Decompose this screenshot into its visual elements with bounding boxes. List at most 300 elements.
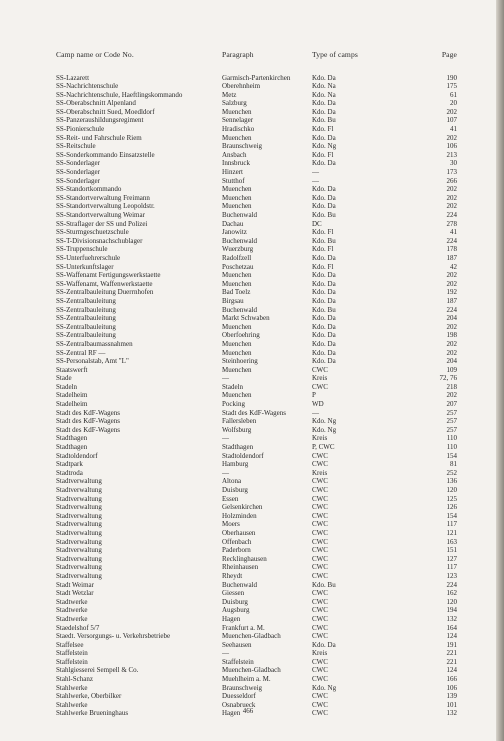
camp-name-cell: SS-Lazarett: [56, 73, 90, 82]
table-row: [0, 512, 496, 521]
type-cell: Kdo. Da: [312, 107, 336, 116]
table-row: [0, 177, 496, 186]
camp-name-cell: Stahlwerke, Oberbilker: [56, 692, 122, 701]
paragraph-cell: Muenchen: [222, 193, 252, 202]
paragraph-cell: Seehausen: [222, 640, 252, 649]
paragraph-cell: Buchenwald: [222, 580, 257, 589]
paragraph-cell: —: [222, 374, 229, 383]
camp-name-cell: SS-Zentral RF —: [56, 348, 106, 357]
page-cell: 126: [446, 503, 457, 512]
page-cell: 109: [446, 365, 457, 374]
camp-name-cell: SS-Standortverwaltung Freimann: [56, 193, 150, 202]
paragraph-cell: Holzminden: [222, 511, 257, 520]
page-cell: 198: [446, 331, 457, 340]
paragraph-cell: Radolfzell: [222, 253, 252, 262]
table-row: [0, 606, 496, 615]
type-cell: —: [312, 176, 319, 185]
table-row: [0, 503, 496, 512]
page-cell: 124: [446, 632, 457, 641]
table-row: [0, 211, 496, 220]
paragraph-cell: Duesseldorf: [222, 692, 256, 701]
page-cell: 224: [446, 305, 457, 314]
type-cell: P, CWC: [312, 443, 335, 452]
table-row: [0, 116, 496, 125]
table-row: [0, 254, 496, 263]
type-cell: Kdo. Da: [312, 314, 336, 323]
camp-name-cell: Stahlwerke: [56, 683, 88, 692]
page-cell: 224: [446, 236, 457, 245]
page-cell: 110: [446, 434, 457, 443]
header-paragraph: Paragraph: [222, 50, 254, 59]
paragraph-cell: Oberfoehring: [222, 331, 260, 340]
table-row: [0, 263, 496, 272]
page-cell: 123: [446, 571, 457, 580]
type-cell: Kdo. Da: [312, 279, 336, 288]
camp-name-cell: Stadthagen: [56, 434, 88, 443]
page-cell: 125: [446, 494, 457, 503]
paragraph-cell: Muehlheim a. M.: [222, 675, 271, 684]
type-cell: CWC: [312, 546, 328, 555]
camp-name-cell: Stadtverwaltung: [56, 571, 102, 580]
table-row: [0, 658, 496, 667]
type-cell: Kdo. Fl: [312, 150, 334, 159]
paragraph-cell: Muenchen-Gladbach: [222, 632, 281, 641]
page-cell: 30: [450, 159, 457, 168]
page-cell: 213: [446, 150, 457, 159]
page-cell: 192: [446, 288, 457, 297]
type-cell: CWC: [312, 700, 328, 709]
page-cell: 202: [446, 133, 457, 142]
type-cell: Kdo. Bu: [312, 116, 336, 125]
page-cell: 202: [446, 322, 457, 331]
type-cell: CWC: [312, 537, 328, 546]
camp-name-cell: SS-Waffenamt Fertigungswerkstaette: [56, 271, 161, 280]
page-cell: 41: [450, 125, 457, 134]
page-cell: 278: [446, 219, 457, 228]
type-cell: CWC: [312, 451, 328, 460]
type-cell: CWC: [312, 511, 328, 520]
type-cell: Kdo. Da: [312, 357, 336, 366]
paragraph-cell: Fallersleben: [222, 417, 257, 426]
camp-name-cell: SS-Nachrichtenschule: [56, 82, 119, 91]
type-cell: Kdo. Da: [312, 640, 336, 649]
type-cell: Kdo. Da: [312, 202, 336, 211]
page-cell: 121: [446, 528, 457, 537]
page-cell: 202: [446, 348, 457, 357]
type-cell: Kdo. Ng: [312, 425, 337, 434]
paragraph-cell: Innsbruck: [222, 159, 250, 168]
camp-name-cell: Stadelheim: [56, 391, 88, 400]
page-number: 466: [242, 707, 254, 715]
page-cell: 61: [450, 90, 457, 99]
table-row: [0, 323, 496, 332]
index-table: [0, 74, 496, 719]
camp-name-cell: Stadt des KdF-Wagens: [56, 417, 120, 426]
type-cell: CWC: [312, 589, 328, 598]
page-cell: 117: [446, 520, 457, 529]
type-cell: Kdo. Da: [312, 99, 336, 108]
type-cell: CWC: [312, 563, 328, 572]
page-cell: 117: [446, 563, 457, 572]
paragraph-cell: —: [222, 468, 229, 477]
table-row: [0, 581, 496, 590]
page-cell: 221: [446, 649, 457, 658]
type-cell: CWC: [312, 657, 328, 666]
type-cell: —: [312, 168, 319, 177]
table-row: [0, 159, 496, 168]
table-row: [0, 632, 496, 641]
type-cell: CWC: [312, 503, 328, 512]
table-row: [0, 82, 496, 91]
camp-name-cell: SS-Nachrichtenschule, Haeftlingskommando: [56, 90, 183, 99]
paragraph-cell: Metz: [222, 90, 237, 99]
page-cell: 106: [446, 142, 457, 151]
camp-name-cell: SS-Truppenschule: [56, 245, 108, 254]
page-cell: 173: [446, 168, 457, 177]
type-cell: CWC: [312, 494, 328, 503]
paragraph-cell: Wuerzburg: [222, 245, 254, 254]
type-cell: P: [312, 391, 316, 400]
table-row: [0, 589, 496, 598]
paragraph-cell: Muenchen: [222, 133, 252, 142]
table-row: [0, 108, 496, 117]
camp-name-cell: Staffelstein: [56, 649, 88, 658]
table-row: [0, 666, 496, 675]
paragraph-cell: Offenbach: [222, 537, 252, 546]
page-cell: 178: [446, 245, 457, 254]
paragraph-cell: Osnabrueck: [222, 700, 256, 709]
paragraph-cell: Recklinghausen: [222, 554, 267, 563]
paragraph-cell: Muenchen: [222, 185, 252, 194]
type-cell: Kreis: [312, 649, 328, 658]
paragraph-cell: Garmisch-Partenkirchen: [222, 73, 291, 82]
page-cell: 218: [446, 382, 457, 391]
paragraph-cell: Hagen: [222, 614, 241, 623]
camp-name-cell: SS-Waffenamt, Waffenwerkstaette: [56, 279, 153, 288]
paragraph-cell: Braunschweig: [222, 142, 263, 151]
camp-name-cell: Stadtverwaltung: [56, 477, 102, 486]
table-row: [0, 391, 496, 400]
paragraph-cell: Essen: [222, 494, 239, 503]
book-edge: [496, 0, 504, 741]
table-row: [0, 469, 496, 478]
paragraph-cell: Hinzert: [222, 168, 243, 177]
camp-name-cell: SS-Zentralbaumassnahmen: [56, 339, 133, 348]
header-camp-name: Camp name or Code No.: [56, 50, 134, 59]
paragraph-cell: Wolfsburg: [222, 425, 252, 434]
type-cell: Kdo. Da: [312, 193, 336, 202]
camp-name-cell: Stadtverwaltung: [56, 486, 102, 494]
type-cell: CWC: [312, 692, 328, 701]
type-cell: Kdo. Fl: [312, 228, 334, 237]
table-row: [0, 202, 496, 211]
table-row: [0, 555, 496, 564]
page-cell: 162: [446, 589, 457, 598]
type-cell: CWC: [312, 623, 328, 632]
paragraph-cell: Buchenwald: [222, 305, 257, 314]
page-cell: 266: [446, 176, 457, 185]
camp-name-cell: SS-Sonderlager: [56, 176, 100, 185]
paragraph-cell: Muenchen-Gladbach: [222, 666, 281, 675]
camp-name-cell: Stadtverwaltung: [56, 537, 102, 546]
paragraph-cell: Muenchen: [222, 339, 252, 348]
table-row: [0, 366, 496, 375]
column-header: [0, 50, 496, 62]
type-cell: CWC: [312, 528, 328, 537]
paragraph-cell: Muenchen: [222, 348, 252, 357]
paragraph-cell: Rheydt: [222, 571, 243, 580]
table-row: [0, 357, 496, 366]
paragraph-cell: Oberhausen: [222, 528, 256, 537]
camp-name-cell: Staffelstein: [56, 657, 88, 666]
camp-name-cell: SS-Oberabschnitt Alpenland: [56, 99, 136, 108]
type-cell: CWC: [312, 554, 328, 563]
paragraph-cell: Hradischko: [222, 125, 255, 134]
table-row: [0, 349, 496, 358]
table-row: [0, 529, 496, 538]
page-cell: 127: [446, 554, 457, 563]
page-cell: 202: [446, 193, 457, 202]
type-cell: CWC: [312, 365, 328, 374]
type-cell: CWC: [312, 606, 328, 615]
camp-name-cell: Staedelshof 5/7: [56, 623, 100, 632]
type-cell: Kdo. Da: [312, 331, 336, 340]
paragraph-cell: Bad Toelz: [222, 288, 251, 297]
camp-name-cell: Staedt. Versorgungs- u. Verkehrsbetriebe: [56, 632, 171, 641]
page-cell: 202: [446, 339, 457, 348]
camp-name-cell: Stadtverwaltung: [56, 546, 102, 555]
camp-name-cell: SS-Zentralbauleitung: [56, 322, 116, 331]
table-row: [0, 460, 496, 469]
paragraph-cell: Steinhoering: [222, 357, 258, 366]
camp-name-cell: Stadt des KdF-Wagens: [56, 408, 120, 417]
page-cell: 41: [450, 228, 457, 237]
table-row: [0, 684, 496, 693]
paragraph-cell: Giessen: [222, 589, 245, 598]
table-row: [0, 477, 496, 486]
type-cell: CWC: [312, 571, 328, 580]
type-cell: CWC: [312, 486, 328, 494]
camp-name-cell: SS-Straflager der SS und Polizei: [56, 219, 148, 228]
table-row: [0, 495, 496, 504]
camp-name-cell: Stadtverwaltung: [56, 511, 102, 520]
type-cell: DC: [312, 219, 322, 228]
page-cell: 120: [446, 597, 457, 606]
paragraph-cell: Paderborn: [222, 546, 251, 555]
page-cell: 257: [446, 408, 457, 417]
page-cell: 166: [446, 675, 457, 684]
table-row: [0, 675, 496, 684]
paragraph-cell: Dachau: [222, 219, 244, 228]
table-row: [0, 486, 496, 495]
page-cell: 202: [446, 202, 457, 211]
camp-name-cell: Stadtverwaltung: [56, 528, 102, 537]
type-cell: Kdo. Da: [312, 322, 336, 331]
camp-name-cell: SS-Sturmgeschuetzschule: [56, 228, 129, 237]
camp-name-cell: SS-Zentralbauleitung: [56, 305, 116, 314]
page-cell: 110: [446, 443, 457, 452]
paragraph-cell: Gelsenkirchen: [222, 503, 263, 512]
camp-name-cell: SS-Zentralbauleitung: [56, 331, 116, 340]
paragraph-cell: Altona: [222, 477, 242, 486]
table-row: [0, 546, 496, 555]
page-cell: 202: [446, 107, 457, 116]
camp-name-cell: SS-Standortverwaltung Leopoldstr.: [56, 202, 155, 211]
type-cell: Kdo. Fl: [312, 125, 334, 134]
camp-name-cell: Stadeln: [56, 382, 77, 391]
camp-name-cell: Stadtverwaltung: [56, 563, 102, 572]
type-cell: —: [312, 408, 319, 417]
table-row: [0, 520, 496, 529]
camp-name-cell: Stadtverwaltung: [56, 494, 102, 503]
table-row: [0, 220, 496, 229]
page-cell: 202: [446, 271, 457, 280]
table-row: [0, 151, 496, 160]
page-cell: 252: [446, 468, 457, 477]
type-cell: Kdo. Fl: [312, 245, 334, 254]
camp-name-cell: Stadt Weimar: [56, 580, 94, 589]
page-cell: 151: [446, 546, 457, 555]
type-cell: Kdo. Da: [312, 159, 336, 168]
paragraph-cell: Moers: [222, 520, 240, 529]
page-cell: 120: [446, 486, 457, 494]
type-cell: Kdo. Bu: [312, 236, 336, 245]
table-row: [0, 134, 496, 143]
camp-name-cell: Stadt Wetzlar: [56, 589, 94, 598]
type-cell: Kdo. Na: [312, 82, 336, 91]
header-type: Type of camps: [312, 50, 358, 59]
camp-name-cell: Stadelheim: [56, 400, 88, 409]
page-cell: 124: [446, 666, 457, 675]
paragraph-cell: Birgsau: [222, 296, 244, 305]
paragraph-cell: Ansbach: [222, 150, 247, 159]
type-cell: CWC: [312, 614, 328, 623]
page-cell: 164: [446, 623, 457, 632]
page-cell: 187: [446, 296, 457, 305]
type-cell: Kdo. Bu: [312, 305, 336, 314]
type-cell: Kdo. Da: [312, 288, 336, 297]
type-cell: WD: [312, 400, 324, 409]
page-cell: 139: [446, 692, 457, 701]
paragraph-cell: Stadt des KdF-Wagens: [222, 408, 286, 417]
table-row: [0, 692, 496, 701]
table-row: [0, 340, 496, 349]
camp-name-cell: SS-Reit- und Fahrschule Riem: [56, 133, 142, 142]
type-cell: CWC: [312, 460, 328, 469]
table-row: [0, 280, 496, 289]
camp-name-cell: Stadtwerke: [56, 597, 88, 606]
type-cell: Kdo. Ng: [312, 417, 337, 426]
page-cell: 20: [450, 99, 457, 108]
page-cell: 107: [446, 116, 457, 125]
page-cell: 194: [446, 606, 457, 615]
paragraph-cell: Braunschweig: [222, 683, 263, 692]
camp-name-cell: Stadtverwaltung: [56, 554, 102, 563]
table-row: [0, 245, 496, 254]
type-cell: Kdo. Ng: [312, 683, 337, 692]
page-cell: 207: [446, 400, 457, 409]
type-cell: CWC: [312, 632, 328, 641]
header-page: Page: [441, 50, 457, 59]
paragraph-cell: Stadtoldendorf: [222, 451, 264, 460]
paragraph-cell: Staffelstein: [222, 657, 254, 666]
page-cell: 136: [446, 477, 457, 486]
paragraph-cell: Markt Schwaben: [222, 314, 270, 323]
camp-name-cell: SS-Sonderkommando Einsatzstelle: [56, 150, 155, 159]
paragraph-cell: —: [222, 649, 229, 658]
camp-name-cell: SS-Sonderlager: [56, 159, 100, 168]
page-cell: 163: [446, 537, 457, 546]
camp-name-cell: SS-Unterkunftslager: [56, 262, 114, 271]
table-row: [0, 194, 496, 203]
table-row: [0, 314, 496, 323]
table-row: [0, 598, 496, 607]
table-row: [0, 443, 496, 452]
type-cell: Kdo. Fl: [312, 262, 334, 271]
paragraph-cell: Frankfurt a. M.: [222, 623, 265, 632]
page-cell: 224: [446, 580, 457, 589]
camp-name-cell: SS-Unterfuehrerschule: [56, 253, 121, 262]
paragraph-cell: Stutthof: [222, 176, 245, 185]
camp-name-cell: SS-Standortkommando: [56, 185, 122, 194]
table-row: [0, 91, 496, 100]
type-cell: Kreis: [312, 468, 328, 477]
type-cell: Kdo. Da: [312, 296, 336, 305]
page-cell: 202: [446, 391, 457, 400]
table-row: [0, 538, 496, 547]
table-row: [0, 417, 496, 426]
table-row: [0, 400, 496, 409]
camp-name-cell: Stahlwerke: [56, 700, 88, 709]
camp-name-cell: Stadtwerke: [56, 614, 88, 623]
paragraph-cell: Augsburg: [222, 606, 250, 615]
table-row: [0, 125, 496, 134]
table-row: [0, 641, 496, 650]
camp-name-cell: SS-Standortverwaltung Weimar: [56, 211, 145, 219]
page-cell: 224: [446, 211, 457, 219]
page-cell: 202: [446, 185, 457, 194]
camp-name-cell: Stahlwerke Brueninghaus: [56, 709, 129, 718]
table-row: [0, 297, 496, 306]
page-cell: 154: [446, 451, 457, 460]
type-cell: Kdo. Da: [312, 253, 336, 262]
page-cell: 204: [446, 357, 457, 366]
paragraph-cell: Muenchen: [222, 271, 252, 280]
table-row: [0, 563, 496, 572]
type-cell: Kdo. Bu: [312, 580, 336, 589]
camp-name-cell: SS-T-Divisionsnachschublager: [56, 236, 143, 245]
paragraph-cell: Sennelager: [222, 116, 254, 125]
table-row: [0, 572, 496, 581]
table-row: [0, 374, 496, 383]
table-row: [0, 142, 496, 151]
page-cell: 72, 76: [439, 374, 457, 383]
camp-name-cell: SS-Personalstab, Amt "L": [56, 357, 129, 366]
table-row: [0, 615, 496, 624]
type-cell: Kdo. Ng: [312, 142, 337, 151]
camp-name-cell: Stadtwerke: [56, 606, 88, 615]
camp-name-cell: Stahl-Schanz: [56, 675, 93, 684]
table-row: [0, 649, 496, 658]
paragraph-cell: Muenchen: [222, 107, 252, 116]
type-cell: Kreis: [312, 434, 328, 443]
type-cell: CWC: [312, 597, 328, 606]
camp-name-cell: SS-Sonderlager: [56, 168, 100, 177]
camp-name-cell: SS-Panzeraushildungsregiment: [56, 116, 144, 125]
table-row: [0, 624, 496, 633]
table-row: [0, 331, 496, 340]
camp-name-cell: SS-Zentralbauleitung Duerrnhofen: [56, 288, 154, 297]
